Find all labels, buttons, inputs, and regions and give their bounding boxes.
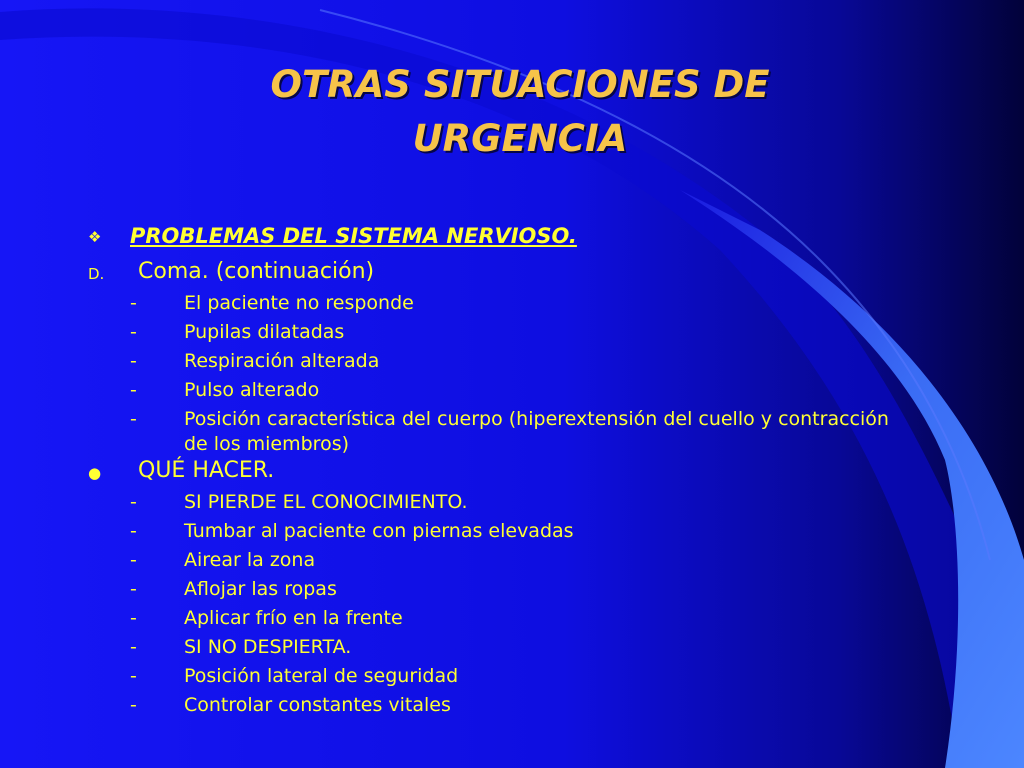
dash-marker: - xyxy=(130,520,137,542)
action-item-text: Posición lateral de seguridad xyxy=(184,665,459,687)
dash-marker: - xyxy=(130,694,137,716)
dash-marker: - xyxy=(130,607,137,629)
dash-marker: - xyxy=(130,408,137,430)
section-heading: PROBLEMAS DEL SISTEMA NERVIOSO. xyxy=(130,224,577,248)
dash-marker: - xyxy=(130,665,137,687)
action-item-text: SI PIERDE EL CONOCIMIENTO. xyxy=(184,491,468,513)
action-item-text: Tumbar al paciente con piernas elevadas xyxy=(184,520,574,542)
title-line-1: OTRAS SITUACIONES DE xyxy=(270,63,770,106)
dash-marker: - xyxy=(130,379,137,401)
dash-marker: - xyxy=(130,578,137,600)
symptom-item-text: El paciente no responde xyxy=(184,292,414,314)
section-d-text: Coma. (continuación) xyxy=(138,259,375,284)
dash-marker: - xyxy=(130,549,137,571)
action-item-text: Aplicar frío en la frente xyxy=(184,607,403,629)
dash-marker: - xyxy=(130,350,137,372)
symptom-item-text: Posición característica del cuerpo (hiperextensión del cuello y contracción de los miembros) xyxy=(184,408,889,455)
title-line-2: URGENCIA xyxy=(412,117,628,160)
dash-marker: - xyxy=(130,636,137,658)
dash-marker: - xyxy=(130,491,137,513)
action-item-text: Airear la zona xyxy=(184,549,316,571)
diamond-bullet-icon: ❖ xyxy=(88,228,102,246)
symptom-item-text: Respiración alterada xyxy=(184,350,380,372)
section-d-marker: D. xyxy=(88,265,105,283)
symptom-item-text: Pulso alterado xyxy=(184,379,320,401)
section-que-text: QUÉ HACER. xyxy=(138,458,275,483)
symptom-item-text: Pupilas dilatadas xyxy=(184,321,345,343)
dash-marker: - xyxy=(130,321,137,343)
dash-marker: - xyxy=(130,292,137,314)
action-item-text: SI NO DESPIERTA. xyxy=(184,636,352,658)
round-bullet-icon: ● xyxy=(88,464,102,482)
action-item-text: Aflojar las ropas xyxy=(184,578,337,600)
slide-title xyxy=(150,58,890,166)
action-item-text: Controlar constantes vitales xyxy=(184,694,451,716)
